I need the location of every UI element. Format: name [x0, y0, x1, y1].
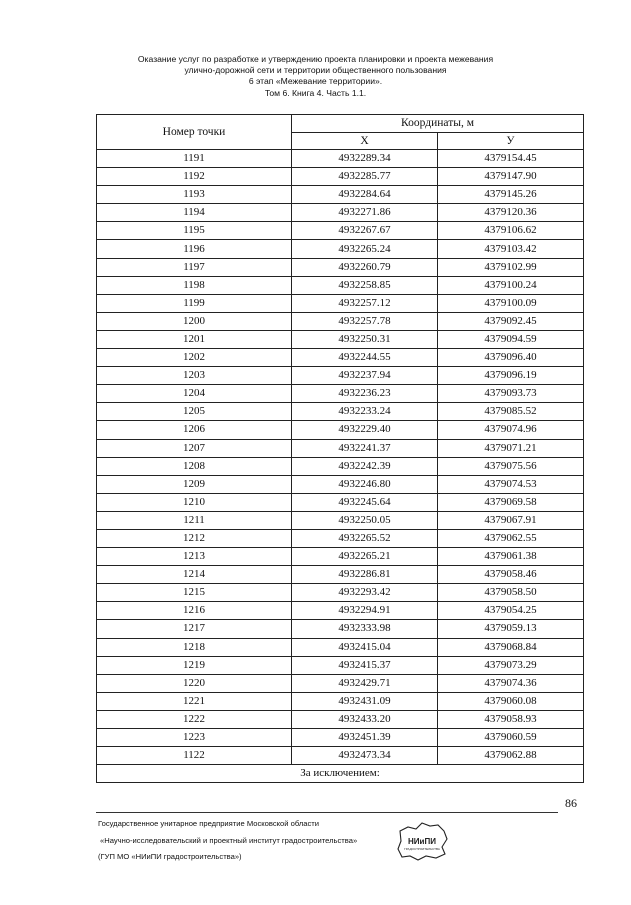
y-coordinate-cell: 4379058.50: [438, 584, 584, 602]
x-coordinate-cell: 4932250.05: [292, 511, 438, 529]
y-coordinate-cell: 4379062.55: [438, 529, 584, 547]
table-row: [97, 747, 584, 765]
x-coordinate-cell: 4932229.40: [292, 421, 438, 439]
x-coordinate-cell: 4932429.71: [292, 674, 438, 692]
point-number-cell: 1191: [97, 150, 292, 168]
x-coordinate-cell: 4932271.86: [292, 204, 438, 222]
exclusion-label: За исключением:: [97, 765, 584, 783]
x-coordinate-cell: 4932258.85: [292, 276, 438, 294]
x-coordinate-cell: 4932245.64: [292, 493, 438, 511]
y-coordinate-cell: 4379067.91: [438, 511, 584, 529]
table-row: [97, 584, 584, 602]
table-row: [97, 294, 584, 312]
table-row: [97, 312, 584, 330]
point-number-cell: 1122: [97, 747, 292, 765]
document-header: [0, 54, 631, 99]
y-coordinate-cell: 4379060.08: [438, 692, 584, 710]
point-number-cell: 1210: [97, 493, 292, 511]
footer-institute-name: «Научно-исследовательский и проектный институт градостроительства»: [100, 835, 358, 845]
point-number-cell: 1221: [97, 692, 292, 710]
point-number-cell: 1201: [97, 330, 292, 348]
y-coordinate-cell: 4379058.46: [438, 566, 584, 584]
y-coordinate-cell: 4379100.24: [438, 276, 584, 294]
table-row: [97, 529, 584, 547]
table-row: [97, 222, 584, 240]
footer-org-name: Государственное унитарное предприятие Московской области: [98, 819, 320, 828]
x-coordinate-cell: 4932242.39: [292, 457, 438, 475]
table-row: [97, 367, 584, 385]
x-coordinate-cell: 4932265.52: [292, 529, 438, 547]
point-number-cell: 1205: [97, 403, 292, 421]
table-row: [97, 186, 584, 204]
x-coordinate-cell: 4932473.34: [292, 747, 438, 765]
y-coordinate-cell: 4379154.45: [438, 150, 584, 168]
header-coordinates: Координаты, м: [292, 115, 584, 133]
x-coordinate-cell: 4932294.91: [292, 602, 438, 620]
x-coordinate-cell: 4932241.37: [292, 439, 438, 457]
y-coordinate-cell: 4379106.62: [438, 222, 584, 240]
x-coordinate-cell: 4932260.79: [292, 258, 438, 276]
table-row: [97, 493, 584, 511]
point-number-cell: 1202: [97, 349, 292, 367]
x-coordinate-cell: 4932433.20: [292, 710, 438, 728]
header-line-1: Оказание услуг по разработке и утверждению проекта планировки и проекта межевания: [137, 54, 494, 64]
point-number-cell: 1208: [97, 457, 292, 475]
point-number-cell: 1198: [97, 276, 292, 294]
y-coordinate-cell: 4379074.53: [438, 475, 584, 493]
table-row: [97, 674, 584, 692]
x-coordinate-cell: 4932244.55: [292, 349, 438, 367]
header-line-4: Том 6. Книга 4. Часть 1.1.: [264, 87, 367, 98]
point-number-cell: 1207: [97, 439, 292, 457]
footer: [98, 816, 418, 866]
table-row: [97, 692, 584, 710]
table-row: [97, 240, 584, 258]
y-coordinate-cell: 4379073.29: [438, 656, 584, 674]
footer-divider: [96, 812, 558, 813]
table-row: [97, 168, 584, 186]
table-row: [97, 457, 584, 475]
table-row: [97, 439, 584, 457]
y-coordinate-cell: 4379092.45: [438, 312, 584, 330]
point-number-cell: 1194: [97, 204, 292, 222]
table-row: [97, 638, 584, 656]
x-coordinate-cell: 4932293.42: [292, 584, 438, 602]
point-number-cell: 1199: [97, 294, 292, 312]
y-coordinate-cell: 4379062.88: [438, 747, 584, 765]
table-row: [97, 349, 584, 367]
y-coordinate-cell: 4379145.26: [438, 186, 584, 204]
x-coordinate-cell: 4932284.64: [292, 186, 438, 204]
y-coordinate-cell: 4379094.59: [438, 330, 584, 348]
header-line-3: 6 этап «Межевание территории».: [248, 76, 383, 87]
x-coordinate-cell: 4932431.09: [292, 692, 438, 710]
point-number-cell: 1206: [97, 421, 292, 439]
point-number-cell: 1220: [97, 674, 292, 692]
y-coordinate-cell: 4379068.84: [438, 638, 584, 656]
y-coordinate-cell: 4379103.42: [438, 240, 584, 258]
x-coordinate-cell: 4932265.21: [292, 548, 438, 566]
logo-subtext: ГРАДОСТРОИТЕЛЬСТВА: [404, 847, 440, 851]
point-number-cell: 1193: [97, 186, 292, 204]
point-number-cell: 1223: [97, 729, 292, 747]
footer-abbrev: (ГУП МО «НИиПИ градостроительства»): [98, 852, 242, 861]
y-coordinate-cell: 4379120.36: [438, 204, 584, 222]
y-coordinate-cell: 4379096.19: [438, 367, 584, 385]
point-number-cell: 1214: [97, 566, 292, 584]
point-number-cell: 1222: [97, 710, 292, 728]
point-number-cell: 1200: [97, 312, 292, 330]
point-number-cell: 1219: [97, 656, 292, 674]
y-coordinate-cell: 4379071.21: [438, 439, 584, 457]
table-row: [97, 385, 584, 403]
table-row: [97, 421, 584, 439]
point-number-cell: 1213: [97, 548, 292, 566]
y-coordinate-cell: 4379060.59: [438, 729, 584, 747]
table-body: [97, 150, 584, 765]
x-coordinate-cell: 4932333.98: [292, 620, 438, 638]
header-x: X: [292, 133, 438, 150]
y-coordinate-cell: 4379147.90: [438, 168, 584, 186]
y-coordinate-cell: 4379102.99: [438, 258, 584, 276]
point-number-cell: 1216: [97, 602, 292, 620]
page-number: 86: [565, 796, 577, 810]
table-row: [97, 204, 584, 222]
x-coordinate-cell: 4932286.81: [292, 566, 438, 584]
y-coordinate-cell: 4379093.73: [438, 385, 584, 403]
table-row: [97, 729, 584, 747]
y-coordinate-cell: 4379059.13: [438, 620, 584, 638]
table-row: [97, 475, 584, 493]
y-coordinate-cell: 4379096.40: [438, 349, 584, 367]
table-row: [97, 511, 584, 529]
table-row: [97, 403, 584, 421]
coordinates-table: [96, 114, 584, 783]
y-coordinate-cell: 4379061.38: [438, 548, 584, 566]
header-point-number: Номер точки: [97, 115, 292, 150]
x-coordinate-cell: 4932233.24: [292, 403, 438, 421]
table-row: [97, 710, 584, 728]
point-number-cell: 1217: [97, 620, 292, 638]
point-number-cell: 1197: [97, 258, 292, 276]
header-line-2: улично-дорожной сети и территории общественного пользования: [184, 65, 447, 76]
x-coordinate-cell: 4932265.24: [292, 240, 438, 258]
logo-text: НИиПИ: [408, 837, 436, 846]
point-number-cell: 1204: [97, 385, 292, 403]
table-row: [97, 150, 584, 168]
point-number-cell: 1215: [97, 584, 292, 602]
table-row: [97, 602, 584, 620]
x-coordinate-cell: 4932415.04: [292, 638, 438, 656]
x-coordinate-cell: 4932257.12: [292, 294, 438, 312]
y-coordinate-cell: 4379074.36: [438, 674, 584, 692]
y-coordinate-cell: 4379075.56: [438, 457, 584, 475]
point-number-cell: 1218: [97, 638, 292, 656]
x-coordinate-cell: 4932246.80: [292, 475, 438, 493]
x-coordinate-cell: 4932250.31: [292, 330, 438, 348]
point-number-cell: 1192: [97, 168, 292, 186]
table-row: [97, 276, 584, 294]
table-row: [97, 566, 584, 584]
x-coordinate-cell: 4932285.77: [292, 168, 438, 186]
y-coordinate-cell: 4379085.52: [438, 403, 584, 421]
y-coordinate-cell: 4379058.93: [438, 710, 584, 728]
point-number-cell: 1212: [97, 529, 292, 547]
table-row: [97, 548, 584, 566]
y-coordinate-cell: 4379100.09: [438, 294, 584, 312]
y-coordinate-cell: 4379069.58: [438, 493, 584, 511]
x-coordinate-cell: 4932267.67: [292, 222, 438, 240]
x-coordinate-cell: 4932237.94: [292, 367, 438, 385]
x-coordinate-cell: 4932289.34: [292, 150, 438, 168]
point-number-cell: 1203: [97, 367, 292, 385]
table-row: [97, 620, 584, 638]
y-coordinate-cell: 4379054.25: [438, 602, 584, 620]
niipi-logo-icon: [392, 817, 452, 863]
point-number-cell: 1209: [97, 475, 292, 493]
x-coordinate-cell: 4932257.78: [292, 312, 438, 330]
point-number-cell: 1196: [97, 240, 292, 258]
x-coordinate-cell: 4932236.23: [292, 385, 438, 403]
x-coordinate-cell: 4932451.39: [292, 729, 438, 747]
header-y: У: [438, 133, 584, 150]
y-coordinate-cell: 4379074.96: [438, 421, 584, 439]
point-number-cell: 1211: [97, 511, 292, 529]
point-number-cell: 1195: [97, 222, 292, 240]
table-row: [97, 258, 584, 276]
x-coordinate-cell: 4932415.37: [292, 656, 438, 674]
table-row: [97, 656, 584, 674]
table-row: [97, 330, 584, 348]
